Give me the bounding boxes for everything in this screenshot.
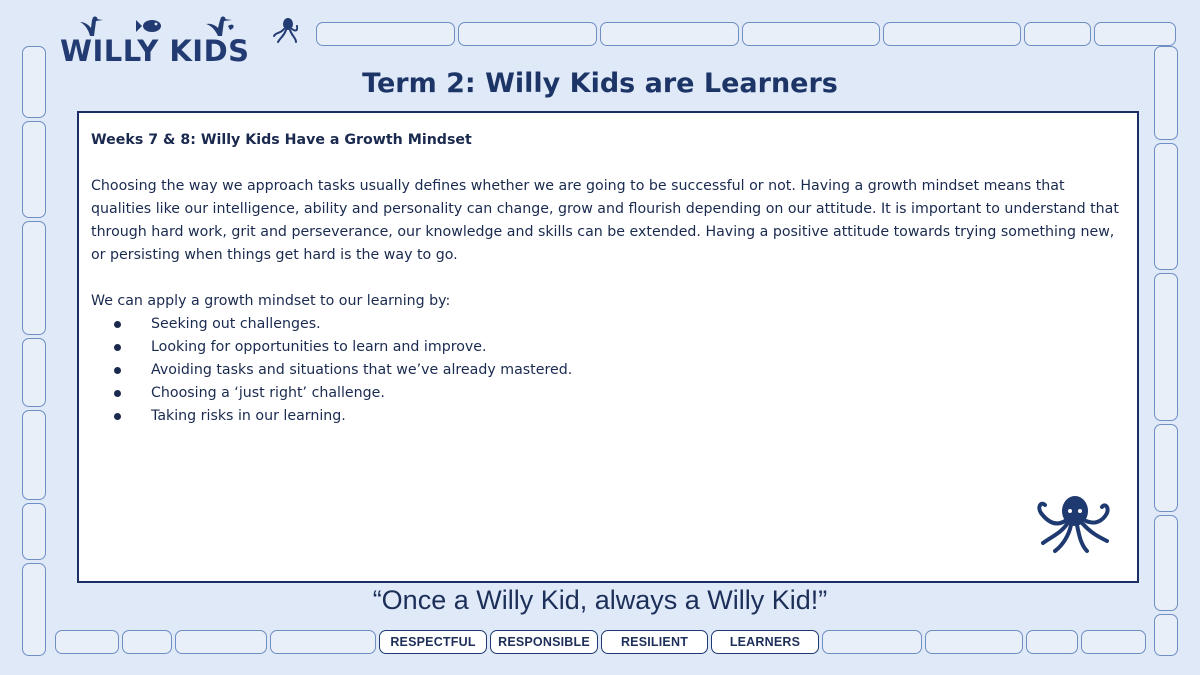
border-tile: [270, 630, 376, 654]
list-item: [91, 336, 1125, 359]
border-tile: [22, 338, 46, 407]
value-tile-respectful: RESPECTFUL: [379, 630, 487, 654]
list-item-text: Seeking out challenges.: [151, 316, 321, 332]
value-tile-resilient: RESILIENT: [601, 630, 708, 654]
list-item-text: Looking for opportunities to learn and improve.: [151, 339, 487, 355]
border-tile: [925, 630, 1023, 654]
motto: “Once a Willy Kid, always a Willy Kid!”: [372, 585, 828, 615]
border-tile: [1094, 22, 1176, 46]
border-tile: [1026, 630, 1078, 654]
list-item: [91, 405, 1125, 428]
border-tile: [883, 22, 1021, 46]
border-tile: [742, 22, 880, 46]
intro-paragraph: Choosing the way we approach tasks usually defines whether we are going to be successful or not. Having a growth mindset means that qualities like our intelligence, ability and personality can change, grow and flourish depending on our attitude. It is important to understand that through hard work, grit and perseverance, our knowledge and skills can be extended. Having a positive attitude towards trying something new, or persisting when things get hard is the way to go.: [91, 178, 1119, 263]
list-item: [91, 382, 1125, 405]
border-tile: [822, 630, 922, 654]
value-tile-learners: LEARNERS: [711, 630, 819, 654]
willy-kids-logo: [58, 14, 298, 70]
border-tile: [22, 410, 46, 500]
fish-icon: [136, 20, 161, 32]
list-item-text: Taking risks in our learning.: [151, 408, 346, 424]
list-item: [91, 359, 1125, 382]
bullet-icon: [114, 367, 121, 374]
section-heading: Weeks 7 & 8: Willy Kids Have a Growth Mindset: [91, 132, 472, 148]
bullet-list: [91, 313, 1125, 428]
border-tile: [600, 22, 739, 46]
bullet-icon: [114, 321, 121, 328]
border-tile: [316, 22, 455, 46]
border-tile: [55, 630, 119, 654]
page-title: Term 2: Willy Kids are Learners: [362, 68, 838, 99]
octopus-icon: [274, 18, 297, 42]
border-tile: [122, 630, 172, 654]
border-tile: [22, 503, 46, 560]
border-tile: [1154, 614, 1178, 656]
border-tile: [22, 121, 46, 218]
border-tile: [1024, 22, 1091, 46]
value-tile-responsible: RESPONSIBLE: [490, 630, 598, 654]
bullet-icon: [114, 390, 121, 397]
border-tile: [175, 630, 267, 654]
content-box: [77, 111, 1139, 583]
list-item: [91, 313, 1125, 336]
border-tile: [22, 221, 46, 335]
list-intro: We can apply a growth mindset to our learning by:: [91, 293, 451, 309]
bullet-icon: [114, 344, 121, 351]
bullet-icon: [114, 413, 121, 420]
border-tile: [1154, 424, 1178, 512]
list-item-text: Avoiding tasks and situations that we’ve already mastered.: [151, 362, 573, 378]
border-tile: [1081, 630, 1146, 654]
octopus-icon: [1033, 493, 1115, 555]
border-tile: [1154, 143, 1178, 270]
logo-text: WILLY KIDS: [60, 34, 250, 68]
border-tile: [458, 22, 597, 46]
list-item-text: Choosing a ‘just right’ challenge.: [151, 385, 385, 401]
border-tile: [1154, 273, 1178, 421]
